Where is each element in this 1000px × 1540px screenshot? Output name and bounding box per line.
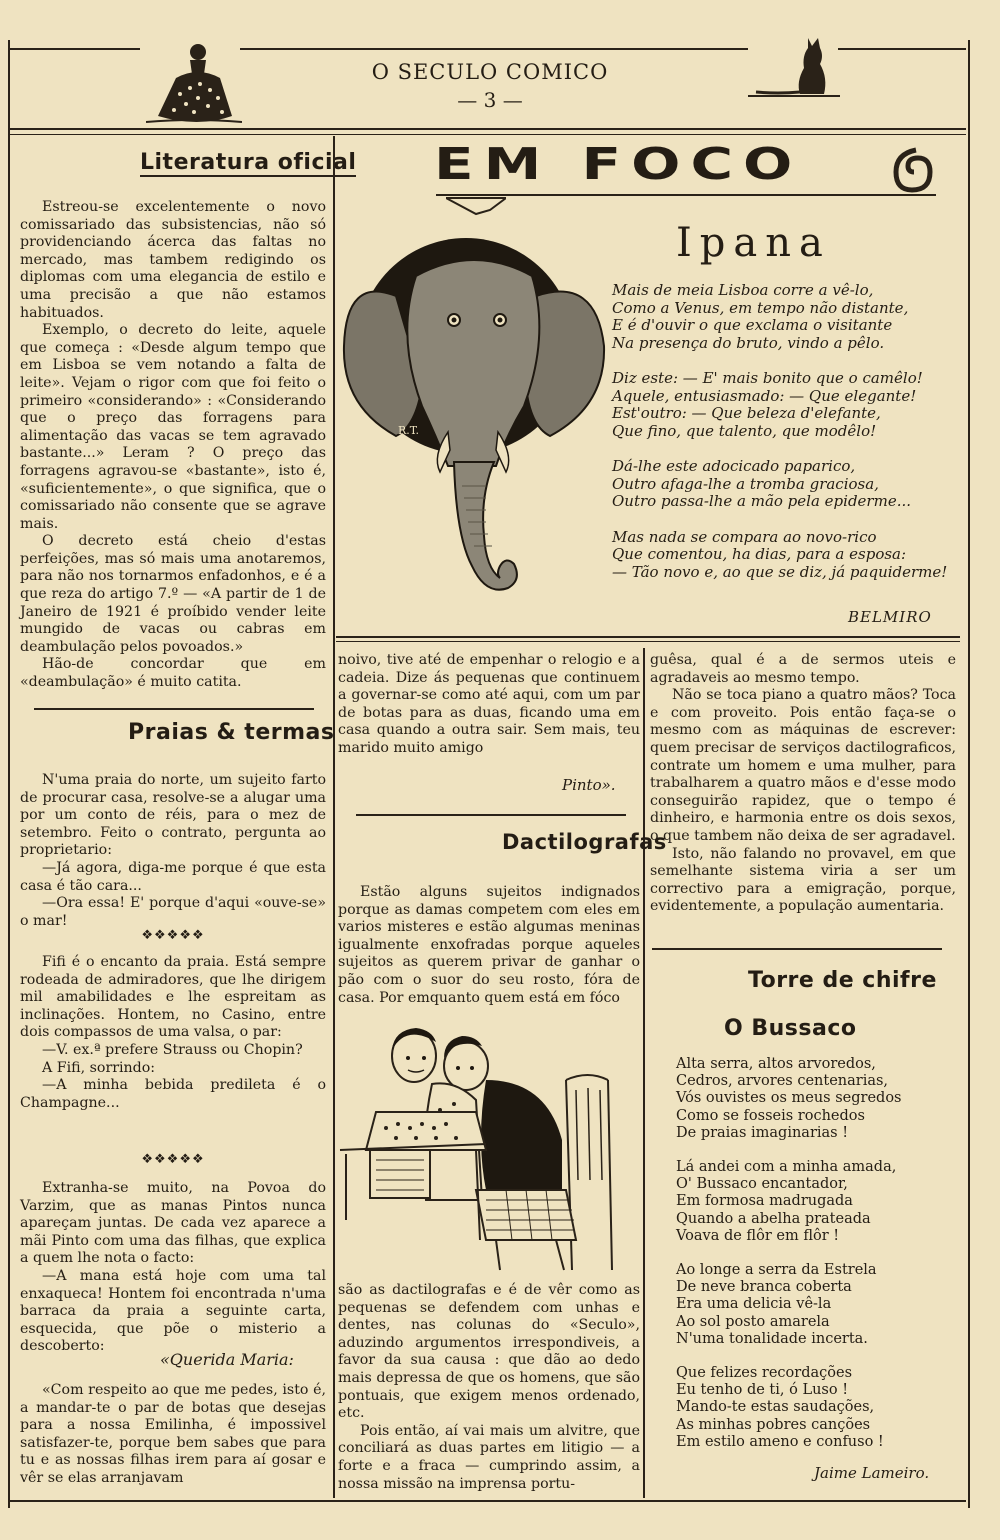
letter-salutation: «Querida Maria: [160, 1350, 294, 1369]
ornament-divider: ❖❖❖❖❖ [141, 1152, 205, 1167]
dactilografas-continuation [650, 652, 956, 916]
letter-signature: Pinto». [562, 776, 616, 794]
verse-line: Em estilo ameno e confuso ! [676, 1433, 884, 1450]
stanza [676, 1056, 960, 1142]
praias-item-3 [20, 1180, 326, 1356]
verse-line: Vós ouvistes os meus segredos [676, 1090, 902, 1107]
paragraph: guêsa, qual é a de sermos uteis e agradaveis ao mesmo tempo. [650, 652, 956, 686]
paragraph: noivo, tive até de empenhar o relogio e a cadeia. Dize ás pequenas que continuem a governar-se como até aqui, com um par de botas para as duas, ficando uma em casa quando a outra sair. Sem mais, teu marido muito amigo [338, 652, 640, 756]
verse-line: Em formosa madrugada [676, 1193, 853, 1210]
footer-rule [10, 1500, 966, 1502]
header-rule [10, 128, 966, 130]
verse-line: Lá andei com a minha amada, [676, 1159, 897, 1176]
paragraph: —A mana está hoje com uma tal enxaqueca! Hontem foi encontrada n'uma barraca da praia a seguinte carta, esquecida, que põe o misterio a descoberto: [20, 1267, 326, 1355]
verse-line: Diz este: — E' mais bonito que o camêlo! [612, 369, 923, 387]
verse-line: Est'outro: — Que beleza d'elefante, [612, 404, 881, 422]
cat-vignette-icon [748, 34, 840, 100]
paragraph: «Com respeito ao que me pedes, isto é, a mandar-te o par de botas que desejas para a nossa Emilinha, é impossivel satisfazer-te, porque bem sabes que para tu e as nossas filhas irem para aí gosar e vêr se elas arranjavam [20, 1382, 326, 1486]
emfoco-bottom-rule-thin [336, 641, 960, 642]
verse-line: Mando-te estas saudações, [676, 1399, 875, 1416]
column-divider-1 [333, 136, 335, 1498]
paragraph: Extranha-se muito, na Povoa do Varzim, que as manas Pintos nunca apareçam juntas. De cada vez aparece a mãi Pinto com uma das filhas, que explica a quem lhe nota o facto: [20, 1180, 326, 1267]
verse-line: De neve branca coberta [676, 1279, 852, 1296]
letter-body [20, 1382, 326, 1488]
verse-line: Outro afaga-lhe a tromba graciosa, [612, 474, 879, 493]
paragraph: Hão-de concordar que em «deambulação» é muito catita. [20, 656, 326, 691]
verse-line: Quando a abelha prateada [676, 1210, 871, 1227]
verse-line: Eu tenho de ti, ó Luso ! [676, 1382, 849, 1399]
section-divider [652, 948, 942, 950]
stanza [676, 1262, 960, 1348]
poem-title: Ipana [676, 220, 831, 266]
top-rule-left [10, 48, 140, 50]
paragraph: Estreou-se excelentemente o novo comissariado das subsistencias, não só providenciando ácerca das faltas no mercado, mas tambem redigindo os diplomas com uma elegancia de estilo e uma precisão a que não estamos habituados. [20, 199, 326, 321]
praias-heading: Praias & termas [128, 720, 335, 745]
praias-item-2 [20, 954, 326, 1112]
letter-continuation [338, 652, 640, 758]
paragraph: Exemplo, o decreto do leite, aquele que começa : «Desde algum tempo que em Lisboa se vem notando a falta de leite». Vejam o rigor com que foi feito o primeiro «considerando» : «Considerando que o preço das forragens para alimentação das vacas se tem agravado bastante...» Leram ? O preço das forragens agravou-se «bastante», isto é, «suficientemente», o que significa, que o comissariado não consente que se agrave mais. [20, 322, 326, 532]
verse-line: Mas nada se compara ao novo-rico [612, 527, 877, 546]
verse-line: As minhas pobres canções [676, 1416, 871, 1433]
paragraph: Estão alguns sujeitos indignados porque as damas competem com eles em varios misteres e estão algumas meninas igualmente enxofradas porque aqueles sujeitos as querem privar de ganhar o pão com o suor do seu rosto, fóra de casa. Por emquanto quem está em fóco [338, 884, 640, 1006]
dactilografas-heading: Dactilografas [502, 830, 667, 854]
paragraph: Não se toca piano a quatro mãos? Toca e com proveito. Pois então faça-se o mesmo com as máquinas de escrever: quem precisar de serviços dactilograficos, contrate um homem e uma mulher, para trabalharem a quatro mãos e d'esse modo conseguirão rapidez, que o tempo é dinheiro, e harmonia entre os dois sexos, o que tambem não deixa de ser agradavel. [650, 687, 956, 844]
dactilografas-intro [338, 884, 640, 1007]
column-divider-2 [643, 648, 645, 1498]
verse-line: Era uma delicia vê-la [676, 1296, 832, 1313]
top-rule-middle [240, 48, 748, 50]
verse-line: Aquele, entusiasmado: — Que elegante! [612, 386, 917, 405]
elephant-illustration [336, 236, 612, 616]
masthead-title: O SECULO COMICO [371, 60, 609, 84]
verse-line: Na presença do bruto, vindo a pêlo. [612, 333, 885, 352]
section-divider [356, 814, 626, 816]
ornament-divider: ❖❖❖❖❖ [141, 928, 205, 943]
swirl-ornament-icon [890, 146, 938, 196]
stanza [676, 1159, 960, 1245]
verse-line: Como se fosseis rochedos [676, 1107, 865, 1124]
poem-bussaco [676, 1056, 960, 1468]
verse-line: De praias imaginarias ! [676, 1124, 849, 1141]
verse-line: Ao longe a serra da Estrela [676, 1262, 877, 1279]
verse-line: Que fino, que talento, que modêlo! [612, 421, 877, 440]
verse-line: Voava de flôr em flôr ! [676, 1227, 840, 1244]
literatura-heading: Literatura oficial [140, 150, 357, 175]
verse-line: Ao sol posto amarela [676, 1313, 830, 1330]
verse-line: Alta serra, altos arvoredos, [676, 1056, 876, 1072]
paragraph: —A minha bebida predileta é o Champagne... [20, 1077, 326, 1111]
page-number: — 3 — [457, 88, 523, 112]
bussaco-title: O Bussaco [724, 1016, 857, 1041]
stanza [612, 282, 958, 352]
artist-mark: R.T. [398, 424, 419, 437]
paragraph: Fifi é o encanto da praia. Está sempre rodeada de admiradores, que lhe dirigem mil amabilidades e lhe espreitam as inclinações. Hontem, no Casino, entre dois compassos de uma valsa, o par: [20, 954, 326, 1041]
dactilografas-body [338, 1282, 640, 1493]
paragraph: —Já agora, diga-me porque é que esta casa é tão cara... [20, 859, 326, 894]
poem-author: BELMIRO [848, 608, 932, 626]
verse-line: — Tão novo e, ao que se diz, já paquiderme! [612, 562, 948, 581]
emfoco-banner: EM FOCO [434, 138, 803, 190]
pointer-ornament-icon [446, 196, 506, 216]
paragraph: Pois então, aí vai mais um alvitre, que conciliará as duas partes em litigio — a forte e a fraca — cumprindo assim, a nossa missão na imprensa portu- [338, 1422, 640, 1492]
verse-line: E é d'ouvir o que exclama o visitante [612, 316, 893, 334]
stanza [612, 458, 958, 511]
verse-line: Dá-lhe este adocicado paparico, [612, 457, 856, 475]
verse-line: Outro passa-lhe a mão pela epiderme... [612, 492, 912, 510]
paragraph: O decreto está cheio d'estas perfeições, mas só mais uma anotaremos, para não nos tornarmos enfadonhos, e é a que reza do artigo 7.º — «A partir de 1 de Janeiro de 1921 é proíbido vender leite mungido de vacas ou cabras em deambulação pelos povoados.» [20, 533, 326, 655]
stanza [676, 1365, 960, 1451]
section-divider [34, 708, 314, 710]
paragraph: N'uma praia do norte, um sujeito farto de procurar casa, resolve-se a alugar uma por um conto de réis, para o mez de setembro. Feito o contrato, pergunta ao proprietario: [20, 772, 326, 859]
lady-vignette-icon [146, 38, 242, 126]
typists-cartoon [336, 1020, 618, 1276]
paragraph: são as dactilografas e é de vêr como as pequenas se defendem com unhas e dentes, nas colunas do «Seculo», aduzindo argumentos irrespondiveis, a favor da sua causa : que dão ao dedo mais depressa de que os homens, que são pontuais, que exigem menos ordenado, etc. [338, 1282, 640, 1422]
paragraph: A Fifi, sorrindo: [42, 1059, 156, 1076]
verse-line: N'uma tonalidade incerta. [676, 1330, 868, 1347]
stanza [612, 529, 958, 582]
paragraph: Isto, não falando no provavel, em que semelhante sistema viria a ser um correctivo para a emigração, porque, evidentemente, a população aumentaria. [650, 845, 956, 915]
paragraph: —V. ex.ª prefere Strauss ou Chopin? [42, 1041, 303, 1058]
bussaco-author: Jaime Lameiro. [814, 1464, 930, 1482]
poem-ipana [612, 282, 958, 599]
verse-line: Cedros, arvores centenarias, [676, 1073, 889, 1090]
emfoco-bottom-rule [336, 636, 960, 638]
stanza [612, 370, 958, 440]
praias-item-1 [20, 772, 326, 930]
verse-line: Que comentou, ha dias, para a esposa: [612, 545, 907, 563]
banner-underline [436, 194, 936, 196]
verse-line: Mais de meia Lisboa corre a vê-lo, [612, 281, 874, 299]
header-rule-thin [10, 134, 966, 135]
verse-line: O' Bussaco encantador, [676, 1176, 848, 1193]
literatura-article [20, 199, 326, 692]
paragraph: —Ora essa! E' porque d'aqui «ouve-se» o mar! [20, 895, 326, 929]
top-rule-right [838, 48, 966, 50]
torre-heading: Torre de chifre [748, 968, 937, 993]
verse-line: Como a Venus, em tempo não distante, [612, 298, 909, 317]
verse-line: Que felizes recordações [676, 1365, 853, 1382]
